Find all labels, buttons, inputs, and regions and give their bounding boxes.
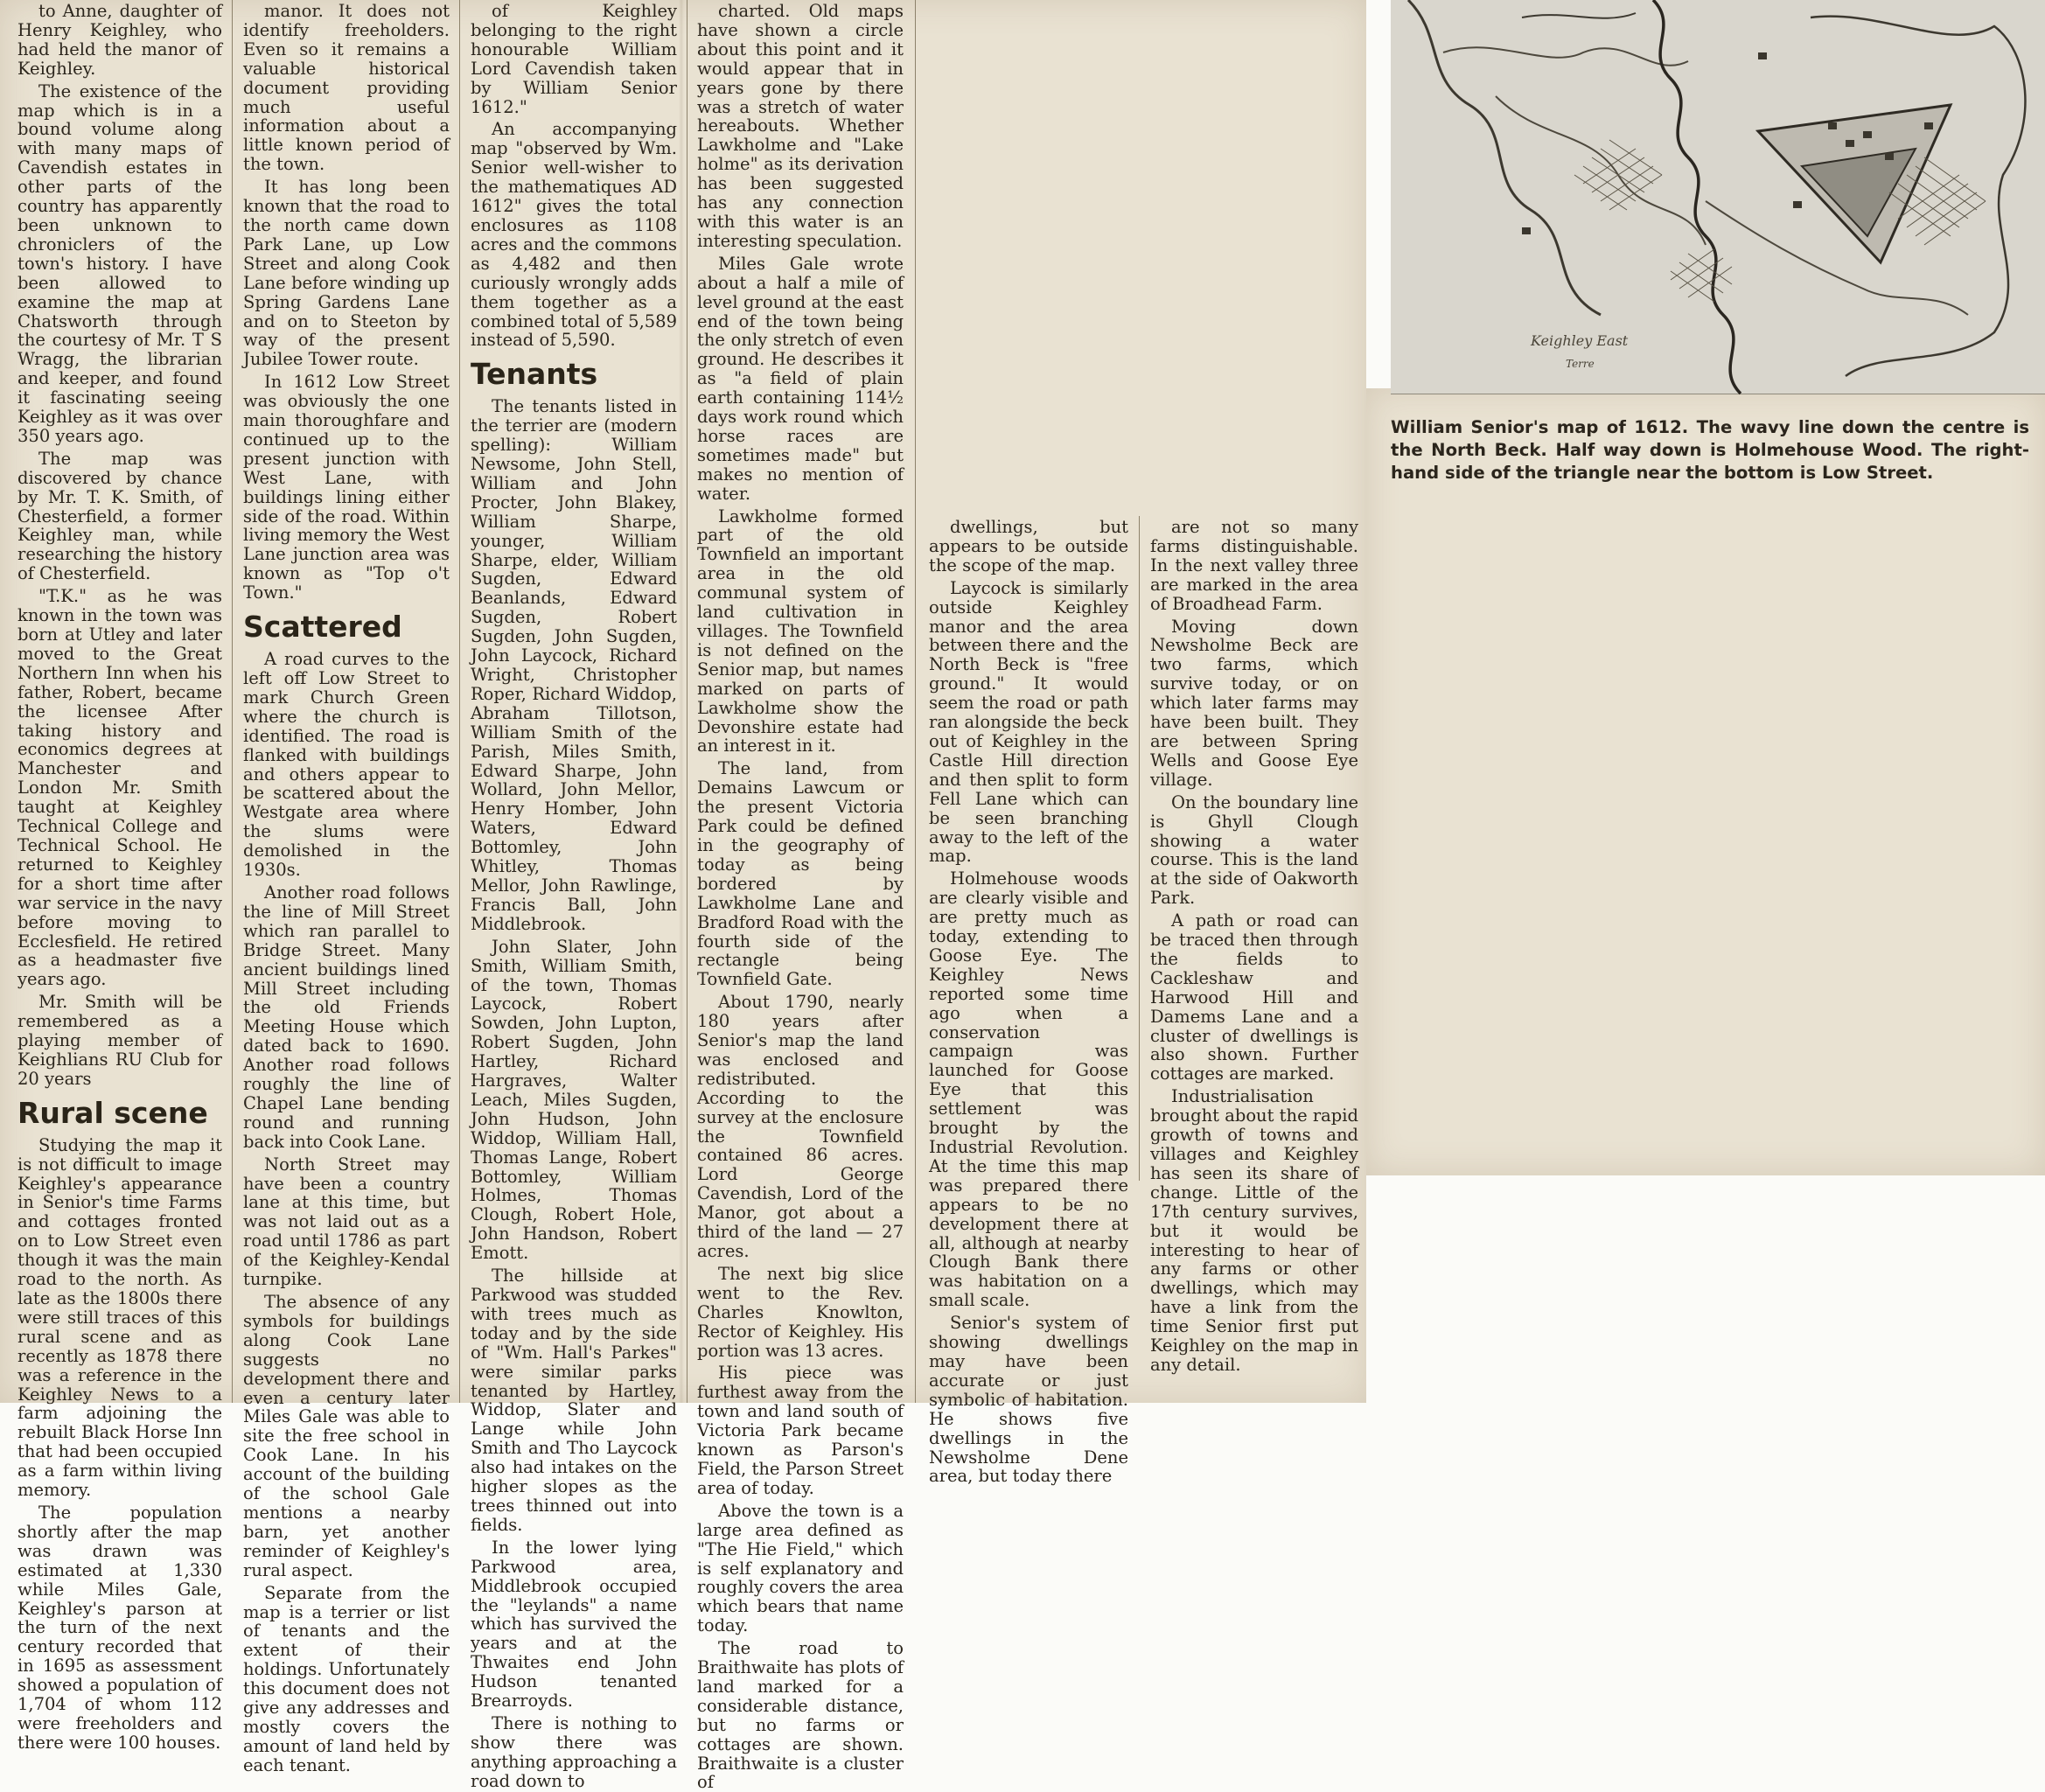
article-column-5: [929, 517, 1128, 1487]
map-photo: [1391, 0, 2045, 394]
article-column-4: [697, 1, 904, 1792]
article-column-6: [1150, 517, 1358, 1375]
article-paragraph: There is nothing to show there was anything approaching a road down to: [471, 1712, 677, 1791]
article-paragraph: of Keighley belonging to the right honourable William Lord Cavendish taken by William Senior 1612.": [471, 1, 677, 117]
article-paragraph: The existence of the map which is in a bound volume along with many maps of Cavendish estates in other parts of the country has apparently been unknown to chroniclers of the town's history. I have been allowed to examine the map at Chatsworth through the courtesy of Mr. T S Wragg, the librarian and keeper, and found it fascinating seeing Keighley as it was over 350 years ago.: [17, 80, 222, 446]
subheading-scattered: Scattered: [243, 610, 402, 645]
article-column-2: [243, 1, 450, 1775]
article-paragraph: North Street may have been a country lane at this time, but was not laid out as a road until 1786 as part of the Keighley-Kendal turnpike.: [243, 1154, 450, 1290]
column-rule: [915, 0, 916, 1403]
article-paragraph: Miles Gale wrote about a half a mile of level ground at the east end of the town being the only stretch of even ground. He describes it as "a field of plain earth containing 114½ days work round which horse races are sometimes made" but makes no mention of water.: [697, 253, 904, 504]
map-handwritten-label: Keighley East: [1531, 332, 1629, 349]
article-paragraph: It has long been known that the road to the north came down Park Lane, up Low Street and along Cook Lane before winding up Spring Gardens Lane and on to Steeton by way of the present Jubilee Tower route.: [243, 177, 450, 370]
article-paragraph: A road curves to the left off Low Street to mark Church Green where the church is identified. The road is flanked with buildings and others appear to be scattered about the Westgate area where the slums were demolished in the 1930s.: [243, 649, 450, 881]
subheading-rural-scene: Rural scene: [17, 1095, 208, 1130]
article-paragraph: Lawkholme formed part of the old Townfield an important area in the old communal system of land cultivation in villages. The Townfield is not defined on the Senior map, but names marked on parts of Lawkholme show the Devonshire estate had an interest in it.: [697, 506, 904, 757]
article-paragraph: Studying the map it is not difficult to image Keighley's appearance in Senior's time Farms and cottages fronted on to Low Street even though it was the main road to the north. As late as the 1800s there were still traces of this rural scene and as recently as 1878 there was a reference in the Keighley News to a farm adjoining the rebuilt Black Horse Inn that had been occupied as a farm within living memory.: [17, 1134, 222, 1501]
article-paragraph: Holmehouse woods are clearly visible and are pretty much as today, extending to Goose Eye. The Keighley News reported some time ago when a conservation campaign was launched for Goose Eye that this settlement was brought by the Industrial Revolution. At the time this map was prepared there appears to be no development there at all, although at nearby Clough Bank there was habitation on a small scale.: [929, 868, 1128, 1311]
map-illustration: [1391, 0, 2045, 394]
article-paragraph: Mr. Smith will be remembered as a playing member of Keighlians RU Club for 20 years: [17, 992, 222, 1089]
article-paragraph: Senior's system of showing dwellings may have been accurate or just symbolic of habitation. He shows five dwellings in the Newsholme Dene area, but today there: [929, 1313, 1128, 1487]
article-paragraph: About 1790, nearly 180 years after Senior's map the land was enclosed and redistributed. According to the survey at the enclosure the Townfield contained 86 acres. Lord George Cavendish, Lord of the Manor, got about a third of the land — 27 acres.: [697, 992, 904, 1261]
article-paragraph: The map was discovered by chance by Mr. T. K. Smith, of Chesterfield, a former Keighley man, while researching the history of Chesterfield.: [17, 448, 222, 584]
article-paragraph: manor. It does not identify freeholders. Even so it remains a valuable historical document providing much useful information about a little known period of the town.: [243, 1, 450, 175]
article-paragraph: Moving down Newsholme Beck are two farms, which survive today, or on which later farms may have been built. They are between Spring Wells and Goose Eye village.: [1150, 616, 1358, 790]
article-paragraph: On the boundary line is Ghyll Clough showing a water course. This is the land at the side of Oakworth Park.: [1150, 791, 1358, 909]
article-column-3: [471, 1, 677, 1791]
article-paragraph: Industrialisation brought about the rapid growth of towns and villages and Keighley has seen its share of change. Little of the 17th century survives, but it would be interesting to hear of any farms or other dwellings, which may have a link from the time Senior first put Keighley on the map in any detail.: [1150, 1086, 1358, 1375]
newspaper-clipping-lower: [1366, 388, 2045, 1175]
article-paragraph: to Anne, daughter of Henry Keighley, who had held the manor of Keighley.: [17, 1, 222, 79]
article-paragraph: The tenants listed in the terrier are (modern spelling): William Newsome, John Stell, William and John Procter, John Blakey, William Sharpe, younger, William Sharpe, elder, William Sugden, Edward Beanlands, Edward Sugden, Robert Sugden, John Sugden, John Laycock, Richard Wright, Christopher Roper, Richard Widdop, Abraham Tillotson, William Smith of the Parish, Miles Smith, Edward Sharpe, John Wollard, John Mellor, Henry Homber, John Waters, Edward Bottomley, John Whitley, Thomas Mellor, John Rawlinge, Francis Ball, John Middlebrook.: [471, 396, 677, 934]
article-paragraph: "T.K." as he was known in the town was born at Utley and later moved to the Great Northern Inn when his father, Robert, became the licensee After taking history and economics degrees at Manchester and London Mr. Smith taught at Keighley Technical College and Technical School. He returned to Keighley for a short time after war service in the navy before moving to Ecclesfield. He retired as a headmaster five years ago.: [17, 586, 222, 990]
map-caption: William Senior's map of 1612. The wavy line down the centre is the North Beck. Half way down is Holmehouse Wood. The right-hand side of the triangle near the bottom is Low Street.: [1391, 417, 2029, 483]
article-paragraph: charted. Old maps have shown a circle about this point and it would appear that in years gone by there was a stretch of water hereabouts. Whether Lawkholme and "Lake holme" as its derivation has been suggested has any connection with this water is an interesting speculation.: [697, 1, 904, 251]
column-rule: [459, 0, 460, 1403]
fold-crease: [679, 0, 684, 1403]
article-paragraph: An accompanying map "observed by Wm. Senior well-wisher to the mathematiques AD 1612" gives the total enclosures as 1108 acres and the commons as 4,482 and then curiously wrongly adds them together as a combined total of 5,589 instead of 5,590.: [471, 119, 677, 351]
subheading-tenants: Tenants: [471, 357, 598, 392]
article-paragraph: Separate from the map is a terrier or list of tenants and the extent of their holdings. Unfortunately this document does not give any addresses and mostly covers the amount of land held by each tenant.: [243, 1582, 450, 1775]
article-paragraph: The hillside at Parkwood was studded with trees much as today and by the side of "Wm. Hall's Parkes" were similar parks tenanted by Hartley, Widdop, Slater and Lange while John Smith and Tho Laycock also had intakes on the higher slopes as the trees thinned out into fields.: [471, 1266, 677, 1535]
article-paragraph: In the lower lying Parkwood area, Middlebrook occupied the "leylands" a name which has survived the years and at the Thwaites end John Hudson tenanted Brearroyds.: [471, 1537, 677, 1712]
article-paragraph: Laycock is similarly outside Keighley manor and the area between there and the North Beck is "free ground." It would seem the road or path ran alongside the beck out of Keighley in the Castle Hill direction and then split to form Fell Lane which can be seen branching away to the left of the map.: [929, 577, 1128, 867]
article-paragraph: In 1612 Low Street was obviously the one main thoroughfare and continued up to the present junction with West Lane, with buildings lining either side of the road. Within living memory the West Lane junction area was known as "Top o't Town.": [243, 372, 450, 603]
article-paragraph: Above the town is a large area defined as "The Hie Field," which is self explanatory and roughly covers the area which bears that name today.: [697, 1500, 904, 1636]
article-paragraph: The absence of any symbols for buildings along Cook Lane suggests no development there and even a century later Miles Gale was able to site the free school in Cook Lane. In his account of the building of the school Gale mentions a nearby barn, yet another reminder of Keighley's rural aspect.: [243, 1292, 450, 1580]
article-paragraph: John Slater, John Smith, William Smith, of the town, Thomas Laycock, Robert Sowden, John Lupton, Robert Sugden, John Hartley, Richard Hargraves, Walter Leach, Miles Sugden, John Hudson, John Widdop, William Hall, Thomas Lange, Robert Bottomley, William Holmes, Thomas Clough, Robert Hole, John Handson, Robert Emott.: [471, 936, 677, 1264]
column-rule: [1139, 516, 1140, 1181]
article-paragraph: Another road follows the line of Mill Street which ran parallel to Bridge Street. Many ancient buildings lined Mill Street including the old Friends Meeting House which dated back to 1690. Another road follows roughly the line of Chapel Lane bending round and running back into Cook Lane.: [243, 882, 450, 1152]
article-paragraph: The population shortly after the map was drawn was estimated at 1,330 while Miles Gale, Keighley's parson at the turn of the next century recorded that in 1695 as assessment showed a population of 1,704 of whom 112 were freeholders and there were 100 houses.: [17, 1502, 222, 1753]
column-rule: [232, 0, 233, 1403]
article-column-1: [17, 1, 222, 1753]
article-paragraph: The road to Braithwaite has plots of land marked for a considerable distance, but no farms or cottages are shown. Braithwaite is a cluster of: [697, 1638, 904, 1792]
article-paragraph: His piece was furthest away from the town and land south of Victoria Park became known as Parson's Field, the Parson Street area of today.: [697, 1363, 904, 1498]
article-paragraph: are not so many farms distinguishable. In the next valley three are marked in the area of Broadhead Farm.: [1150, 517, 1358, 614]
article-paragraph: dwellings, but appears to be outside the scope of the map.: [929, 517, 1128, 575]
article-paragraph: The next big slice went to the Rev. Charles Knowlton, Rector of Keighley. His portion was 13 acres.: [697, 1263, 904, 1361]
map-handwritten-sublabel: Terre: [1566, 358, 1595, 370]
article-paragraph: A path or road can be traced then through the fields to Cackleshaw and Harwood Hill and Damems Lane and a cluster of dwellings is also shown. Further cottages are marked.: [1150, 910, 1358, 1084]
article-paragraph: The land, from Demains Lawcum or the present Victoria Park could be defined in the geography of today as being bordered by Lawkholme Lane and Bradford Road with the fourth side of the rectangle being Townfield Gate.: [697, 758, 904, 990]
